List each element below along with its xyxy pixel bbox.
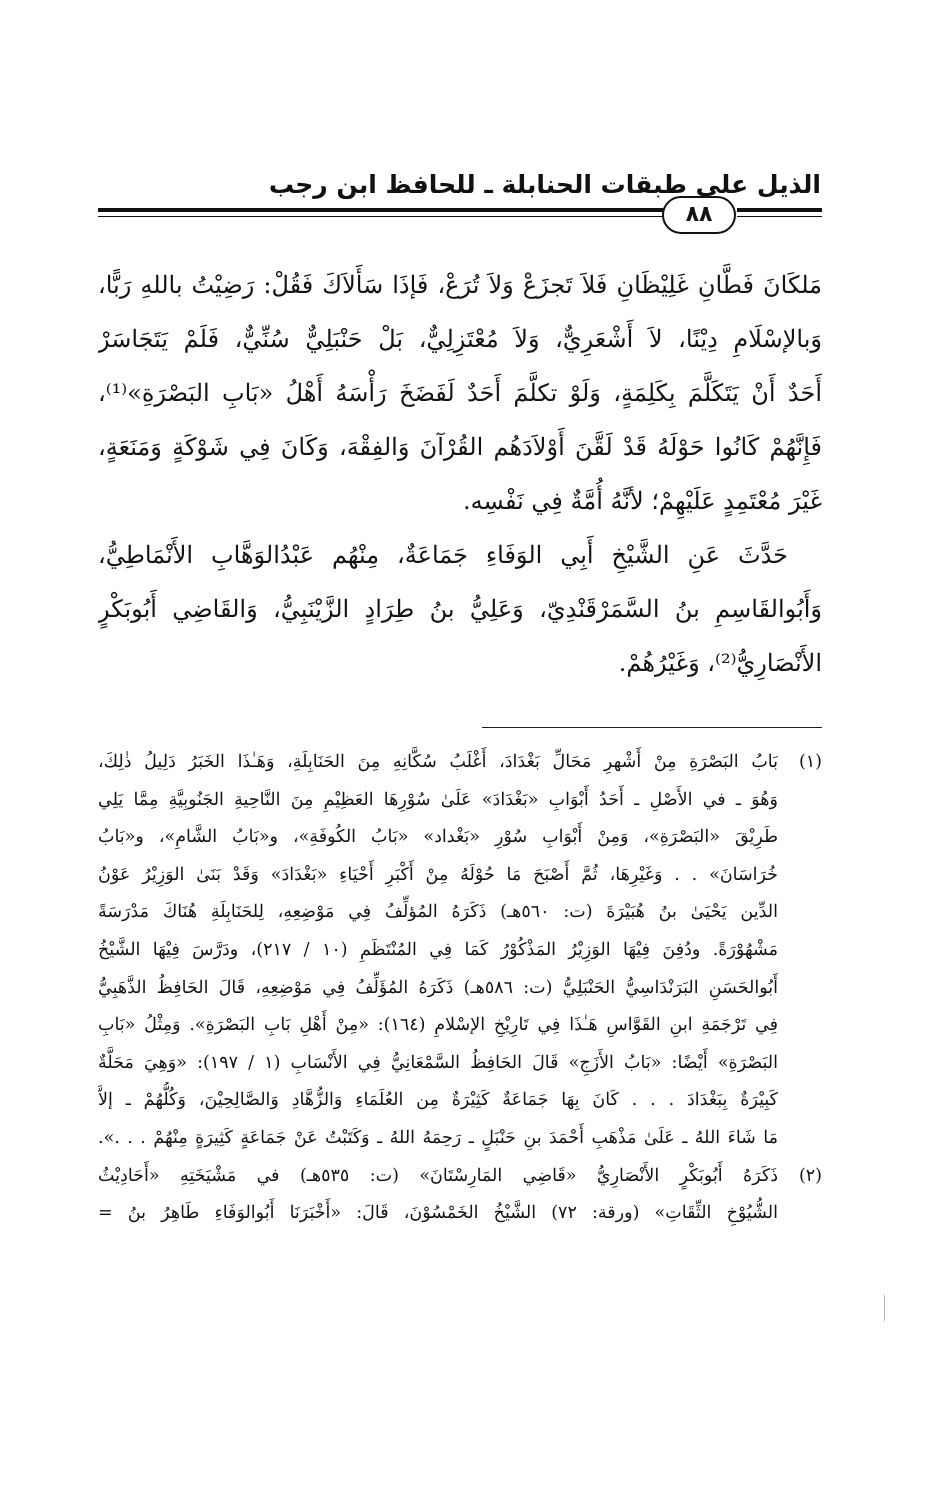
header-rule-left <box>98 208 663 212</box>
header-rule-right <box>737 208 822 212</box>
footnote-1-line <box>98 819 822 857</box>
footnote-2-line <box>98 1195 822 1233</box>
body-line: الأَنْصَارِيُّ⁽²⁾، وَغَيْرُهُمْ. <box>618 649 822 677</box>
footnotes <box>98 744 822 1233</box>
header-rule-right-thin <box>737 216 822 217</box>
main-text <box>98 258 822 690</box>
footnote-text: خُرَاسَانَ» . . وَغَيْرِهَا، ثُمَّ أَصْبَحَ مَا حُوْلَهُ مِنْ أَكْبَرِ أَحْيَاءِ «بَغْدَادَ» وَقَدْ بَنَىٰ الوَزِيْرُ عَوْنُ <box>98 864 778 885</box>
footnote-divider <box>482 727 822 728</box>
footnote-text: أَبُوالحَسَنِ البَرَنْدَاسِيُّ الحَنْبَلِيُّ (ت: ٥٨٦هـ) ذَكَرَهُ المُؤَلِّفُ فِي مَوْضِعِهِ، قَالَ الحَافِظُ الذَّهَبِيُّ <box>98 977 778 998</box>
footnote-text: الشُّيُوْخِ الثِّقَاتِ» (ورقة: ٧٢) الشَّيْخُ الخَمْسُوْنَ، قَالَ: «أَخْبَرَنَا أَبُوالوَفَاءِ طَاهِرُ بنُ = <box>98 1203 778 1224</box>
footnote-text: طَرِيْقَ «البَصْرَةِ»، وَمِنْ أَبْوَابِ سُوْرِ «بَغْداد» «بَابُ الكُوفَةِ»، و«بَابُ الشَّامِ»، و«بَابُ <box>98 827 778 848</box>
footnote-1-line <box>98 782 822 820</box>
body-line-paragraph-start: حَدَّثَ عَنِ الشَّيْخِ أَبِي الوَفَاءِ جَمَاعَةٌ، مِنْهُم عَبْدُالوَهَّابِ الأَنْمَاطِيُّ، <box>98 541 788 569</box>
footnote-1-line <box>98 932 822 970</box>
footnote-1-line <box>98 1007 822 1045</box>
footnote-text: ذَكَرَهُ أَبُوبَكْرٍ الأَنْصَارِيُّ «قَاضِي المَارِسْتَانَ» (ت: ٥٣٥هـ) في مَشْيَخَتِهِ «أَحَادِيْثُ <box>98 1165 778 1186</box>
footnote-1-line <box>98 970 822 1008</box>
footnote-text: بَابُ البَصْرَةِ مِنْ أَشْهرِ مَحَالِّ بَغْدَادَ، أَغْلَبُ سُكَّانِهِ مِنَ الحَنَابِلَةِ، وَهَـٰذَا الخَبَرُ دَلِيلُ ذٰلِكَ، <box>98 752 778 772</box>
running-header-title: الذيل على طبقات الحنابلة ـ للحافظ ابن رجب <box>268 170 821 199</box>
footnote-text: الدِّين يَحْيَىٰ بنُ هُبَيْرَةَ (ت: ٥٦٠هـ) ذَكَرَهُ المُؤلِّفُ فِي مَوْضِعِهِ، لِلحَنَابِلَةِ هُنَاكَ مَدْرَسَةً <box>98 902 778 923</box>
scan-mark <box>884 1295 885 1321</box>
footnote-text: كَبِيْرَةٌ بِبَغْدَادَ . . . كَانَ بِهَا جَمَاعَةٌ كَثِيْرَةٌ مِن العُلَمَاءِ وَالزُّهَّادِ وَالصَّالِحِيْنَ، وَكُلُّهُمْ ـ إلاَّ <box>98 1090 778 1111</box>
footnote-text: وَهُوَ ـ في الأَصْلِ ـ أَحَدُ أَبْوَابِ «بَغْدَادَ» عَلَىٰ سُوْرِهَا العَظِيْمِ مِنَ النَّاحِيةِ الجَنُوبِيَّةِ مِمَّا يَلِي <box>98 789 778 810</box>
footnote-text: فِي تَرْجَمَةِ ابنِ القَوَّاسِ هَـٰذَا فِي تَارِيْخِ الإسْلامِ (١٦٤): «مِنْ أَهْلِ بَابِ البَصْرَةِ». وَمِثْلُ «بَابِ <box>98 1015 778 1036</box>
footnote-1-line <box>98 744 822 782</box>
footnote-text: مَشْهُوْرَةً. ودُفِنَ فِيْهَا الوَزِيْرُ المَذْكُوْرُ كَمَا فِي المُنْتَظَمِ (١٠ / ٢١٧)، ودَرَّسَ فِيْهَا الشَّيْخُ <box>98 939 778 960</box>
body-line: وَأَبُوالقَاسِمِ بنُ السَّمَرْقَنْدِيّ، وَعَلِيُّ بنُ طِرَادٍ الزَّيْنَبِيُّ، وَالقَاضِي أَبُوبَكْرٍ <box>98 595 822 623</box>
footnote-1-line <box>98 857 822 895</box>
body-line: غَيْرَ مُعْتَمِدٍ عَلَيْهِمْ؛ لأنَّهُ أُمَّةٌ فِي نَفْسِه. <box>463 487 822 515</box>
footnote-1-line <box>98 1045 822 1083</box>
body-line: أَحَدٌ أَنْ يَتَكَلَّمَ بِكَلِمَةٍ، وَلَوْ تكلَّمَ أَحَدٌ لَفَضَخَ رَأْسَهُ أَهْلُ «بَابِ البَصْرَةِ»⁽¹⁾، <box>98 379 822 407</box>
page-number: ٨٨ <box>662 196 736 234</box>
footnote-1-line <box>98 1120 822 1158</box>
footnote-text: مَا شَاءَ اللهُ ـ عَلَىٰ مَذْهَبِ أَحْمَدَ بنِ حَنْبَلٍ ـ رَحِمَهُ اللهُ ـ وَكَتَبْتُ عَنْ جَمَاعَةٍ كَثِيرَةٍ مِنْهُمْ . . .». <box>98 1127 778 1148</box>
body-line: وَبالإسْلَامِ دِيْنًا، لاَ أَشْعَرِيٌّ، وَلاَ مُعْتَزِلِيٌّ، بَلْ حَنْبَلِيٌّ سُنِّيٌّ، فَلَمْ يَتَجَاسَرْ <box>98 325 822 353</box>
footnote-1-line <box>98 1082 822 1120</box>
body-line: فَإِنَّهُمْ كَانُوا حَوْلَهُ قَدْ لَقَّنَ أَوْلاَدَهُم القُرْآنَ وَالفِقْهَ، وَكَانَ فِي شَوْكَةٍ وَمَنَعَةٍ، <box>98 433 822 461</box>
header-rule-left-thin <box>98 216 663 217</box>
footnote-text: البَصْرَةِ» أَيْضًا: «بَابُ الأَزَجِ» قَالَ الحَافِظُ السَّمْعَانِيُّ فِي الأَنْسَابِ (١ / ١٩٧): «وَهِيَ مَحَلَّةٌ <box>98 1052 778 1073</box>
body-line: مَلكَانَ فَطَّانِ غَلِيْظَانِ فَلاَ تَجزَعْ وَلاَ تُرَعْ، فَإذَا سَأَلاَكَ فَقُلْ: رَضِيْتُ باللهِ رَبًّا، <box>98 271 822 299</box>
footnote-number: (٢) <box>798 1165 822 1186</box>
footnote-1-line <box>98 894 822 932</box>
footnote-number: (١) <box>798 752 822 772</box>
footnote-2-line <box>98 1158 822 1196</box>
